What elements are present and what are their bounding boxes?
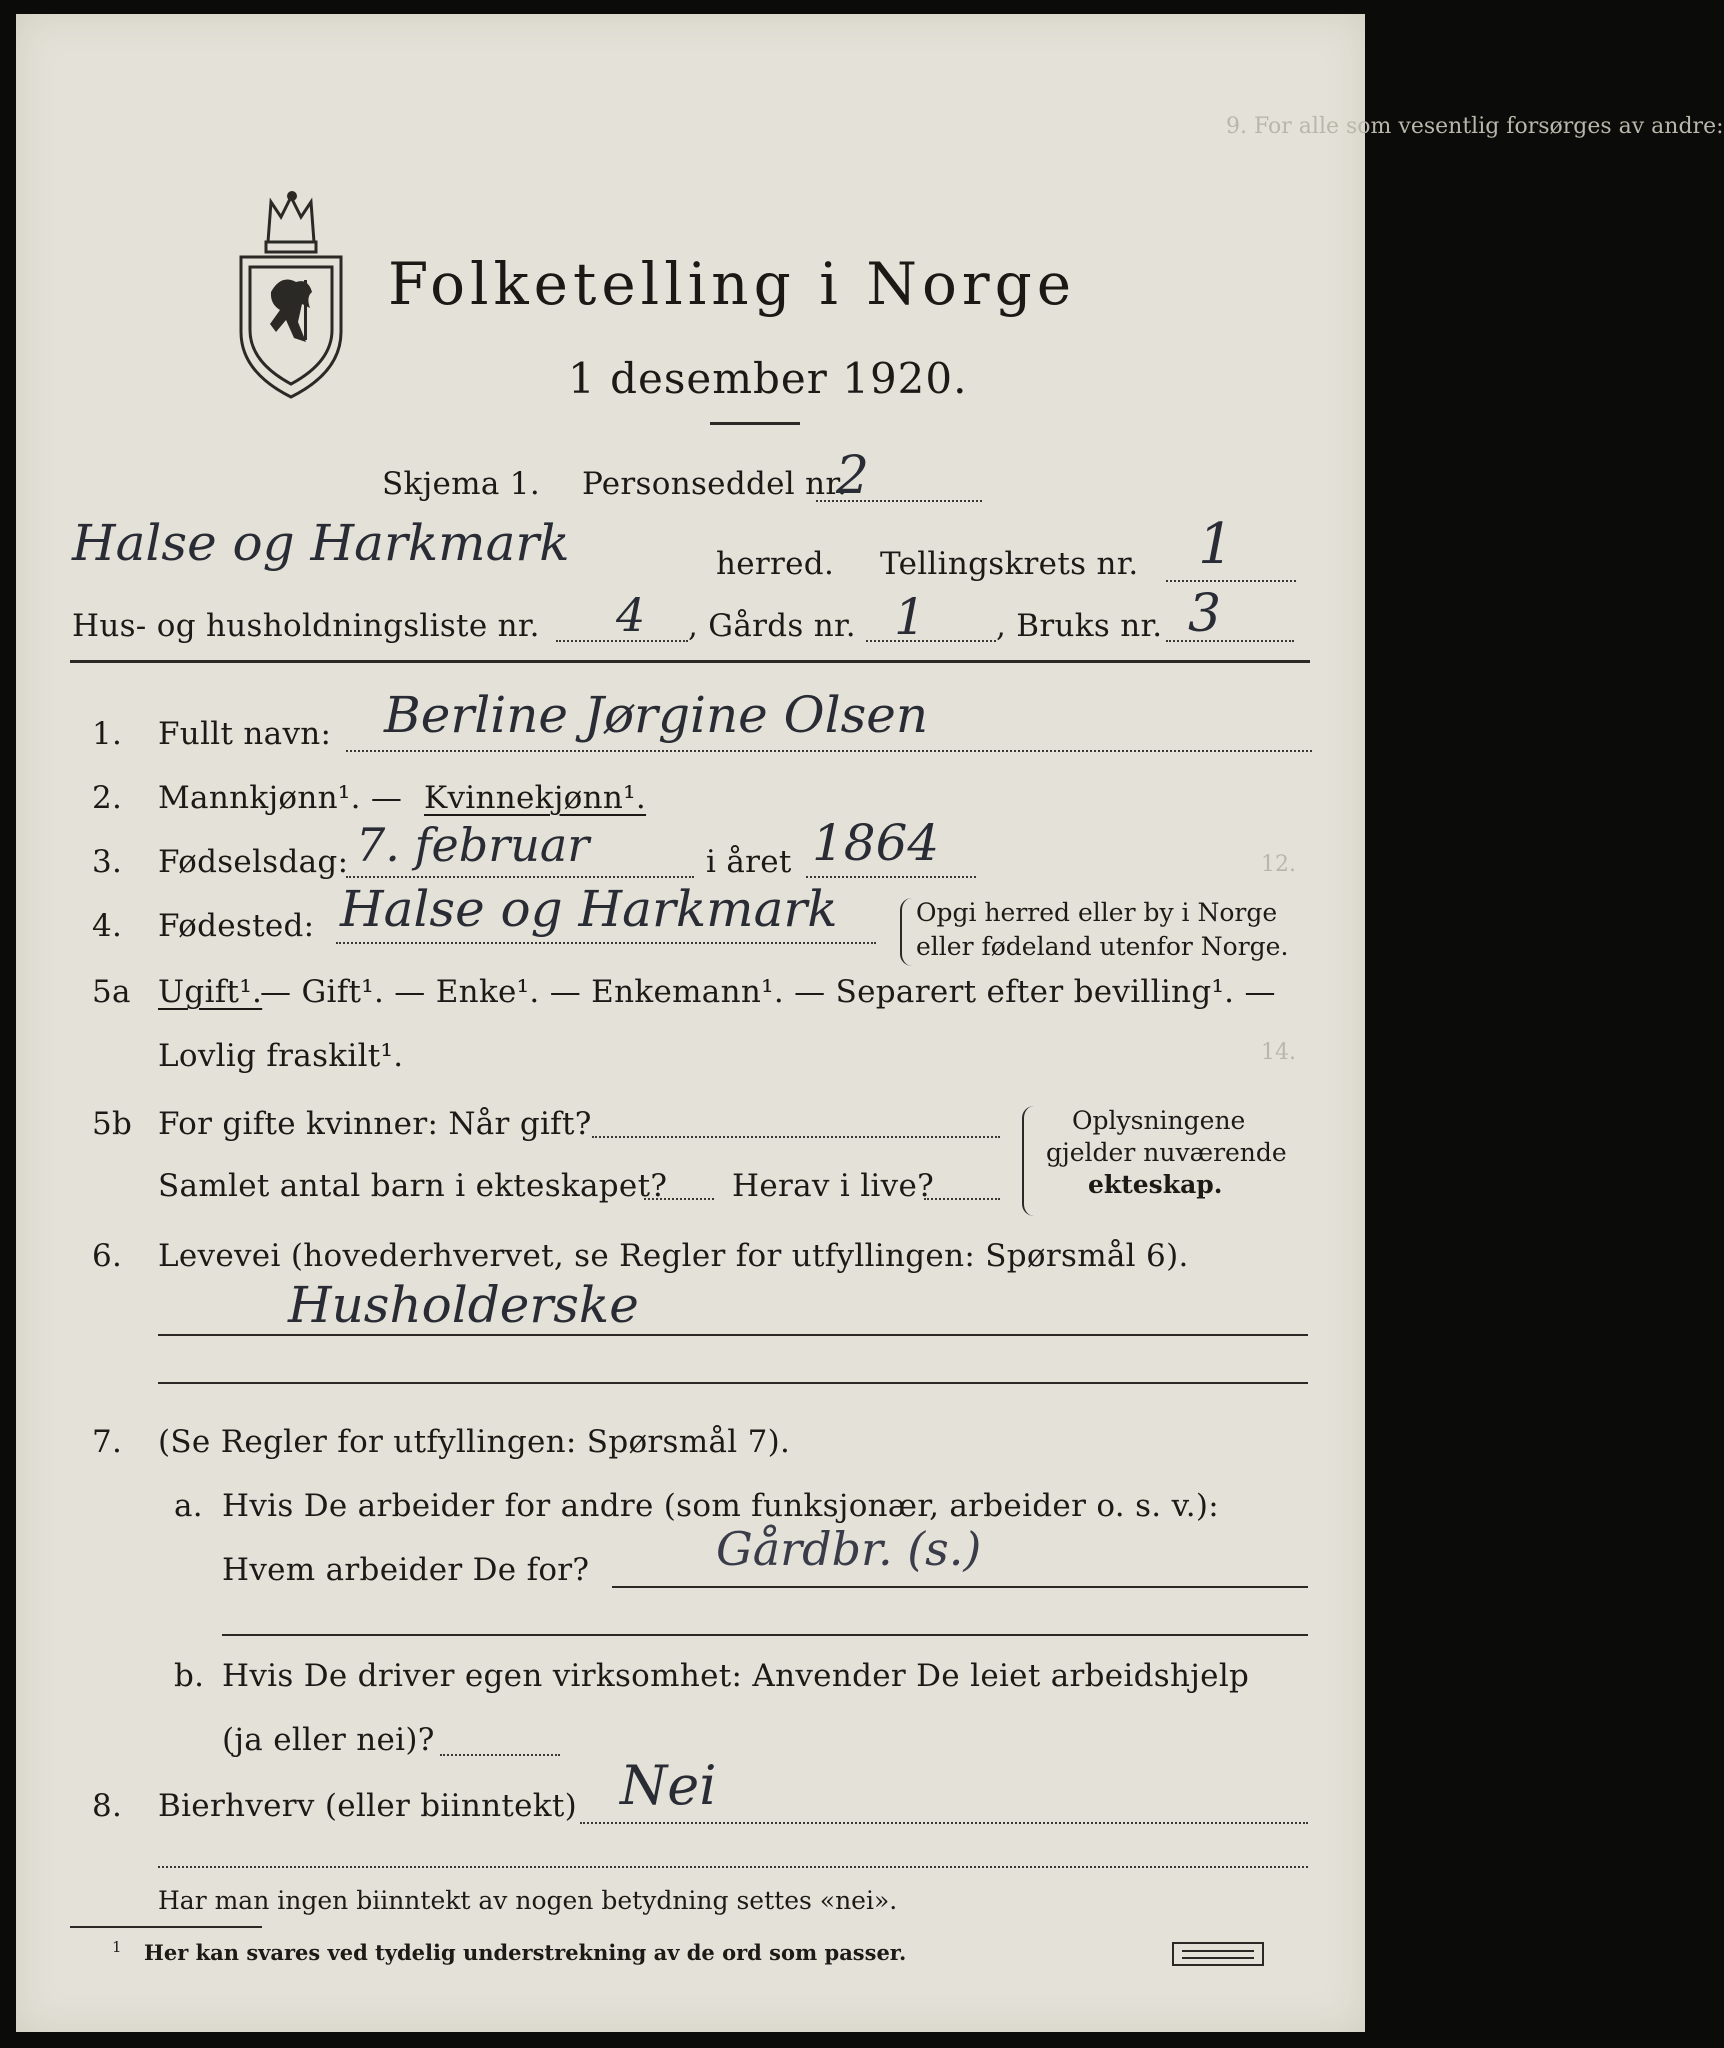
- q5b-label-i-live: Herav i live?: [732, 1168, 935, 1204]
- q3-year-value: 1864: [812, 814, 940, 872]
- bleed-through-text: 14.: [1261, 1040, 1296, 1065]
- q5b-label-nar-gift: For gifte kvinner: Når gift?: [158, 1106, 592, 1142]
- footnote-divider: [70, 1926, 262, 1928]
- personseddel-value: 2: [836, 446, 870, 506]
- tellingskrets-value: 1: [1198, 512, 1234, 577]
- norwegian-coat-of-arms-icon: [226, 182, 356, 402]
- q6-label: Levevei (hovederhvervet, se Regler for utfyllingen: Spørsmål 6).: [158, 1238, 1189, 1274]
- hus-value: 4: [616, 588, 646, 642]
- q3-number: 3.: [92, 844, 123, 880]
- q7a-employer-value: Gårdbr. (s.): [716, 1522, 982, 1576]
- section-divider: [70, 660, 1310, 663]
- hus-label: Hus- og husholdningsliste nr.: [72, 608, 540, 644]
- q5b-brace: [1022, 1106, 1034, 1216]
- q5b-nar-gift-line: [592, 1136, 1000, 1138]
- q8-label: Bierhverv (eller biinntekt): [158, 1788, 578, 1824]
- page-title: Folketelling i Norge: [388, 250, 1077, 318]
- q5b-label-barn: Samlet antal barn i ekteskapet?: [158, 1168, 668, 1204]
- q1-label: Fullt navn:: [158, 716, 332, 752]
- census-form: [16, 14, 1724, 2032]
- q8-line-2: [158, 1866, 1308, 1868]
- q6-number: 6.: [92, 1238, 123, 1274]
- q7-label: (Se Regler for utfyllingen: Spørsmål 7).: [158, 1424, 791, 1460]
- footnote-number: 1: [112, 1938, 122, 1956]
- q4-number: 4.: [92, 908, 123, 944]
- q1-line: [346, 750, 1312, 752]
- skjema-label: Skjema 1.: [382, 466, 540, 502]
- q5a-ugift-selected: Ugift¹.: [158, 974, 263, 1010]
- herred-value: Halse og Harkmark: [72, 514, 570, 572]
- bruks-line: [1166, 640, 1294, 642]
- q7a-line-1: [612, 1586, 1308, 1588]
- q8-line-1: [580, 1822, 1308, 1824]
- tellingskrets-label: Tellingskrets nr.: [880, 546, 1139, 582]
- q3-year-line: [806, 876, 976, 878]
- q4-birthplace-value: Halse og Harkmark: [340, 880, 838, 938]
- herred-label: herred.: [716, 546, 835, 582]
- q8-side-income-value: Nei: [620, 1754, 717, 1817]
- q6-line-1: [158, 1334, 1308, 1336]
- q7a-sub-label: Hvem arbeider De for?: [222, 1552, 590, 1588]
- q7a-line-2: [222, 1634, 1308, 1636]
- q2-number: 2.: [92, 780, 123, 816]
- footnote-text: Her kan svares ved tydelig understrekning av de ord som passer.: [144, 1940, 907, 1965]
- nei-note: Har man ingen biinntekt av nogen betydning settes «nei».: [158, 1886, 898, 1915]
- q5b-number: 5b: [92, 1106, 133, 1142]
- q4-note-line1: Opgi herred eller by i Norge: [916, 898, 1278, 927]
- q8-number: 8.: [92, 1788, 123, 1824]
- tellingskrets-line: [1166, 580, 1296, 582]
- gards-value: 1: [894, 588, 926, 646]
- q5a-options-line2: Lovlig fraskilt¹.: [158, 1038, 404, 1074]
- q5b-barn-line: [644, 1198, 714, 1200]
- q7b-label: Hvis De driver egen virksomhet: Anvender De leiet arbeidshjelp: [222, 1658, 1250, 1694]
- q2-kvinnekjonn-selected: Kvinnekjønn¹.: [424, 780, 647, 816]
- q5b-i-live-line: [924, 1198, 1000, 1200]
- census-date: 1 desember 1920.: [568, 354, 968, 403]
- q3-label: Fødselsdag:: [158, 844, 349, 880]
- q5a-number: 5a: [92, 974, 131, 1010]
- q4-brace: [900, 898, 912, 966]
- q5b-note-line3: ekteskap.: [1088, 1170, 1223, 1199]
- personseddel-line: [816, 500, 982, 502]
- q7a-label: Hvis De arbeider for andre (som funksjonær, arbeider o. s. v.):: [222, 1488, 1220, 1524]
- q7b-line: [440, 1754, 560, 1756]
- q7b-sub-label: (ja eller nei)?: [222, 1722, 435, 1758]
- q5a-options: — Gift¹. — Enke¹. — Enkemann¹. — Separert efter bevilling¹. —: [260, 974, 1276, 1010]
- q6-occupation-value: Husholderske: [288, 1276, 639, 1334]
- q6-line-2: [158, 1382, 1308, 1384]
- q4-label: Fødested:: [158, 908, 315, 944]
- q2-mannkjonn: Mannkjønn¹. —: [158, 780, 403, 816]
- q1-number: 1.: [92, 716, 123, 752]
- q5b-note-line1: Oplysningene: [1072, 1106, 1246, 1135]
- personseddel-label: Personseddel nr.: [582, 466, 848, 502]
- q3-line: [346, 876, 694, 878]
- q3-birthdate-value: 7. februar: [356, 818, 590, 872]
- q4-line: [336, 942, 876, 944]
- q3-year-label: i året: [706, 844, 792, 880]
- gards-line: [866, 640, 996, 642]
- printer-stamp-icon: [1172, 1942, 1264, 1966]
- bruks-label: , Bruks nr.: [996, 608, 1163, 644]
- q5b-note-line2: gjelder nuværende: [1046, 1138, 1287, 1167]
- title-divider: [710, 422, 800, 425]
- q4-note-line2: eller fødeland utenfor Norge.: [916, 932, 1289, 961]
- hus-line: [556, 640, 688, 642]
- q7-number: 7.: [92, 1424, 123, 1460]
- q7a-letter: a.: [174, 1488, 203, 1524]
- q1-full-name-value: Berline Jørgine Olsen: [384, 686, 929, 744]
- bleed-through-text: 12.: [1261, 852, 1296, 877]
- gards-label: , Gårds nr.: [688, 608, 856, 644]
- q7b-letter: b.: [174, 1658, 205, 1694]
- bruks-value: 3: [1188, 584, 1222, 644]
- bleed-through-text: 9. For alle som vesentlig forsørges av andre:: [1226, 114, 1724, 139]
